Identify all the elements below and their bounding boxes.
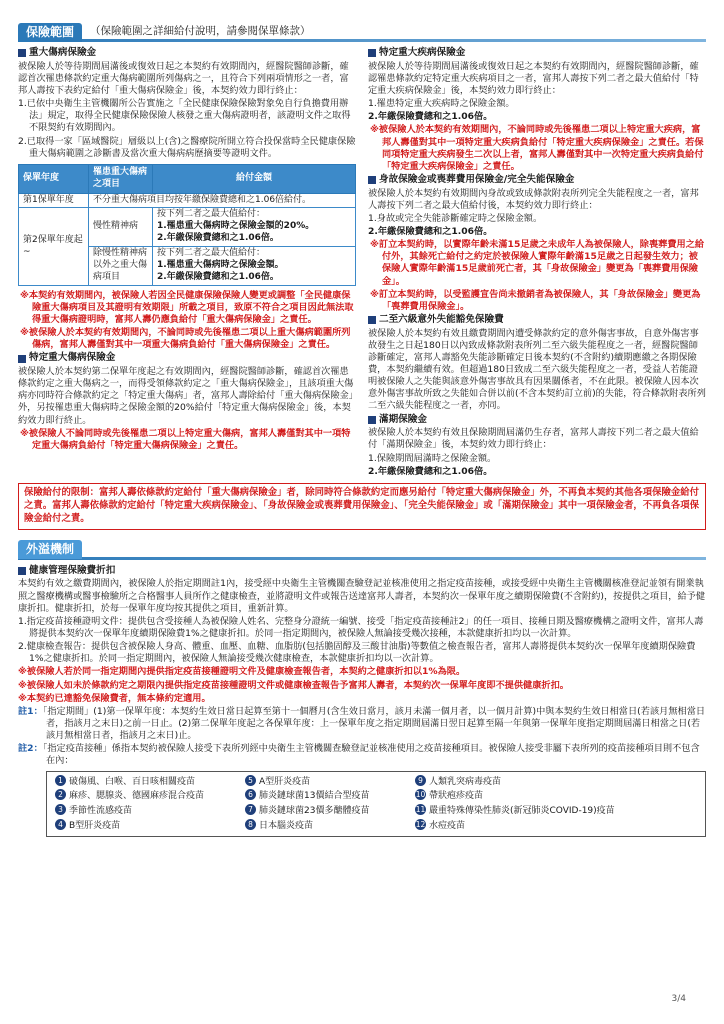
heading-major-illness: 重大傷病保險金 [18, 47, 356, 60]
square-bullet-icon [18, 49, 26, 57]
table-header: 罹患重大傷病之項目 [89, 164, 153, 193]
number-badge: 9 [415, 775, 426, 786]
vaccine-item [415, 789, 697, 803]
vaccine-name: 破傷風、白喉、百日咳相關疫苗 [69, 776, 196, 787]
note: ※本契約有效期間內，被保險人若因全民健康保險保險人變更或調整「全民健康保險重大傷病項目及其證明有效期限」所載之項目，致原不符合之項目因此無法取得重大傷病證明時，富邦人壽仍應負給付「重大傷病保險金」之責任。 [20, 289, 354, 325]
heading-death-disability: 身故保險金或喪葬費用保險金/完全失能保險金 [368, 174, 706, 187]
footnote-1: 註1：「指定期間」(1)第一保單年度：本契約生效日當日起算至第十一個曆月(含生效日當月，該月未滿一個月者，以一個月計算)中與本契約生效日相當日(若該月無相當日者，指該月之末日)之前一日止。(2)第二保單年度起之各保單年度：上一保單年度之指定期間屆滿日翌日起算至隔一年與第一保單年度指定期間屆滿日相當之日(若該月無相當日者，指該月之末日)止。 [18, 705, 706, 742]
square-bullet-icon [368, 176, 376, 184]
note: ※被保險人於本契約有效期間內，不論同時或先後罹患二項以上重大傷病範圍所列傷病，富邦人壽僅對其中一項重大傷病負給付「重大傷病保險金」之責任。 [20, 327, 351, 351]
vaccine-name: 人類乳突病毒疫苗 [429, 776, 502, 787]
benefit-table [18, 164, 356, 286]
number-badge: 11 [415, 805, 426, 815]
section-note: （保險範圍之詳細給付說明，請參閱保單條款） [90, 25, 311, 38]
heading-specific-disease: 特定重大疾病保險金 [368, 47, 706, 60]
paragraph: 被保險人於本契約有效且保險期間屆滿仍生存者，富邦人壽按下列二者之最大值給付「滿期保險金」後，本契約效力即行終止： [368, 427, 699, 451]
list-item: 1.保險期間屆滿時之保險金額。 [368, 452, 497, 464]
table-cell: 第1保單年度 [19, 193, 89, 208]
list-item: 2.健康檢查報告：提供包含被保險人身高、體重、血壓、血糖、血脂肪(包括膽固醇及三酸甘油脂)等數值之檢查報告者，富邦人壽將提供本契約次一保單年度續期保險費1%之健康折扣。於同一指定期間內，被保險人無論接受幾次健康檢查，本款健康折扣均以一次計算。 [18, 641, 696, 665]
section-header-coverage [18, 22, 706, 42]
list-item: 2.年繳保險費總和之1.06倍。 [368, 465, 493, 477]
vaccine-item [55, 819, 245, 833]
section-tag: 外溢機制 [18, 540, 82, 559]
vaccine-item [415, 804, 697, 818]
page-number: 3/4 [671, 994, 686, 1005]
number-badge: 1 [55, 775, 66, 786]
vaccine-name: 肺炎鏈球菌13價結合型疫苗 [259, 791, 370, 802]
paragraph: 被保險人於等待期間屆滿後或復效日起之本契約有效期間內，經醫院醫師診斷，確認首次罹患條款約定重大傷病範圍所列傷病之一，且符合下列兩項情形之一者，富邦人壽按下表約定給付「重大傷病保險金」後，本契約效力即行終止： [18, 60, 349, 96]
list-item: 1.罹患特定重大疾病時之保險金額。 [368, 98, 515, 110]
vaccine-list [46, 771, 706, 838]
number-badge: 10 [415, 790, 426, 800]
paragraph: 本契約有效之繳費期間內，被保險人於指定期間註1內，接受經中央衛生主管機關查驗登記並核准使用之指定疫苗接種，或接受經中央衛生主管機關核准登記並領有開業執照之醫療機構或醫事檢驗所之合格醫事人員所作之健康檢查，並將證明文件或報告送達富邦人壽者，本契約次一保單年度之續期保險費(不含附約)，按提供之項目，給予健康折扣。健康折扣，於每一保單年度均按其提供之項目，重新計算。 [18, 578, 706, 614]
table-cell: 不分重大傷病項目均按年繳保險費總和之1.06倍給付。 [89, 193, 356, 208]
note: ※被保險人於本契約有效期間內，不論同時或先後罹患二項以上特定重大疾病，富邦人壽僅對其中一項特定重大疾病負給付「特定重大疾病保險金」之責任。若保同項特定重大疾病發生二次以上者，富邦人壽僅對其中一次特定重大疾病負給付「特定重大疾病保險金」之責任。 [370, 124, 704, 172]
list-item: 2.年繳保險費總和之1.06倍。 [368, 111, 493, 123]
table-cell: 按下列二者之最大值給付： 1.罹患重大傷病時之保險金額的20%。 2.年繳保險費總和之1.06倍。 [153, 208, 356, 247]
list-item: 1.指定疫苗接種證明文件：提供包含受接種人為被保險人姓名、完整身分證統一編號、接受「指定疫苗接種註2」的任一項目、接種日期及醫療機構之證明文件，富邦人壽將提供本契約次一保單年度續期保險費1%之健康折扣。於同一指定期間內，被保險人無論接受幾次接種，本款健康折扣均以一次計算。 [18, 615, 704, 639]
number-badge: 8 [245, 819, 256, 830]
table-header: 保單年度 [19, 164, 89, 193]
square-bullet-icon [368, 316, 376, 324]
vaccine-item [245, 819, 415, 833]
number-badge: 4 [55, 819, 66, 830]
footnote-2: 註2：「指定疫苗接種」係指本契約被保險人接受下表所列經中央衛生主管機關查驗登記並核准使用之疫苗接種項目。被保險人接受非屬下表所列的疫苗接種項目則不包含在內： [18, 743, 700, 767]
left-column [18, 46, 356, 479]
number-badge: 3 [55, 804, 66, 815]
heading-maturity: 滿期保險金 [368, 414, 706, 427]
vaccine-name: A型肝炎疫苗 [259, 776, 311, 787]
list-item: 2.年繳保險費總和之1.06倍。 [368, 226, 493, 237]
table-cell: 慢性精神病 [89, 208, 153, 247]
list-item: 1.已依中央衛生主管機關所公告實施之「全民健康保險保險對象免自行負擔費用辦法」規定，取得全民健康保險保險人核發之重大傷病證明者，該證明文件之取得不限契約有效期間內。 [18, 98, 351, 134]
square-bullet-icon [18, 355, 26, 363]
benefit-limit-box: 保險給付的限制：富邦人壽依條款約定給付「重大傷病保險金」者，除同時符合條款約定而應另給付「特定重大傷病保險金」外，不再負本契約其他各項保險金給付之責。富邦人壽依條款約定給付「特定重大疾病保險金」、「身故保險金或喪葬費用保險金」、「完全失能保險金」或「滿期保險金」其中一項保險金者，不再負各項保險金給付之責。 [18, 483, 706, 530]
vaccine-name: 帶狀疱疹疫苗 [429, 791, 484, 802]
heading-waiver: 二至六級意外失能豁免保險費 [368, 314, 706, 327]
vaccine-item [245, 789, 415, 803]
section-tag: 保險範圍 [18, 23, 82, 42]
table-cell: 除慢性精神病以外之重大傷病項目 [89, 247, 153, 286]
note: ※訂立本契約時，以實際年齡未滿15足歲之未成年人為被保險人，除喪葬費用之給付外，其餘死亡給付之約定於被保險人實際年齡滿15足歲之日起發生效力；被保險人實際年齡滿15足歲前死亡者，其「身故保險金」變更為「喪葬費用保險金」。 [370, 239, 705, 287]
vaccine-name: 水痘疫苗 [429, 821, 466, 832]
paragraph: 被保險人於等待期間屆滿後或復效日起之本契約有效期間內，經醫院醫師診斷，確認罹患條款約定特定重大疾病項目之一者，富邦人壽按下列二者之最大值給付「特定重大疾病保險金」後，本契約效力即行終止： [368, 60, 699, 96]
square-bullet-icon [368, 416, 376, 424]
note: ※被保險人如未於條款約定之期限內提供指定疫苗接種證明文件或健康檢查報告予富邦人壽者，本契約次一保單年度即不提供健康折扣。 [18, 679, 569, 691]
page [18, 22, 706, 837]
vaccine-name: 季節性流感疫苗 [69, 806, 133, 817]
vaccine-item [415, 775, 697, 789]
square-bullet-icon [18, 567, 26, 575]
vaccine-item [245, 804, 415, 818]
heading-specific-major-illness: 特定重大傷病保險金 [18, 352, 356, 365]
section-header-spillover [18, 540, 706, 560]
number-badge: 5 [245, 775, 256, 786]
heading-health-discount: 健康管理保險費折扣 [18, 565, 706, 578]
vaccine-item [55, 804, 245, 818]
right-column [368, 46, 706, 479]
list-item: 1.身故或完全失能診斷確定時之保險金額。 [368, 212, 543, 224]
number-badge: 12 [415, 820, 426, 830]
note: ※被保險人不論同時或先後罹患二項以上特定重大傷病，富邦人壽僅對其中一項特定重大傷病負給付「特定重大傷病保險金」之責任。 [20, 427, 351, 451]
vaccine-item [55, 775, 245, 789]
number-badge: 7 [245, 804, 256, 815]
number-badge: 6 [245, 789, 256, 800]
note: ※本契約已達豁免保險費者，無本條約定適用。 [18, 692, 211, 704]
vaccine-name: 嚴重特殊傳染性肺炎(新冠肺炎COVID-19)疫苗 [429, 806, 615, 817]
vaccine-name: B型肝炎疫苗 [69, 821, 121, 832]
paragraph: 被保險人於本契約第二保單年度起之有效期間內，經醫院醫師診斷，確認首次罹患條款約定之重大傷病之一，而得受領條款約定之「重大傷病保險金」，且該項重大傷病亦同時符合條款約定之「特定重大傷病」者，富邦人壽除給付「重大傷病保險金」外，另按罹患重大傷病時之保險金額的20%給付「特定重大傷病保險金」後，本契約效力即行終止。 [18, 366, 354, 426]
vaccine-name: 麻疹、腮腺炎、德國麻疹混合疫苗 [69, 791, 205, 802]
vaccine-item [415, 819, 697, 833]
note: ※被保險人若於同一指定期間內提供指定疫苗接種證明文件及健康檢查報告者，本契約之健康折扣以1%為限。 [18, 666, 466, 678]
vaccine-item [55, 789, 245, 803]
table-cell: 按下列二者之最大值給付： 1.罹患重大傷病時之保險金額。 2.年繳保險費總和之1.06倍。 [153, 247, 356, 286]
table-header: 給付金額 [153, 164, 356, 193]
note: ※訂立本契約時，以受監護宣告尚未撤銷者為被保險人，其「身故保險金」變更為「喪葬費用保險金」。 [370, 288, 701, 312]
paragraph: 被保險人於本契約有效且繳費期間內遭受條款約定的意外傷害事故，自意外傷害事故發生之日起180日以內致成條款附表所列二至六級失能程度之一者，經醫院醫師診斷確定，富邦人壽豁免失能診斷確定日後本契約(不含附約)續期應繳之各期保險費，本契約繼續有效。但超過180日致成二至六級失能程度之一者，受益人若能證明被保險人之失能與該意外傷害事故具有因果關係者，不在此限。被保險人因本次意外傷害事故所致之失能如合併以前(不含本契約訂立前)的失能，符合條款附表所列二至六級失能程度之一者，亦同。 [368, 327, 706, 412]
vaccine-name: 肺炎鏈球菌23價多醣體疫苗 [259, 806, 370, 817]
number-badge: 2 [55, 789, 66, 800]
vaccine-item [245, 775, 415, 789]
table-cell: 第2保單年度起~ [19, 208, 89, 285]
list-item: 2.已取得一家「區域醫院」層級以上(含)之醫療院所開立符合投保當時全民健康保險重大傷病範圍之診斷書及當次重大傷病病歷摘要等證明文件。 [18, 135, 356, 159]
vaccine-name: 日本腦炎疫苗 [259, 821, 314, 832]
square-bullet-icon [368, 49, 376, 57]
paragraph: 被保險人於本契約有效期間內身故或致成條款附表所列完全失能程度之一者，富邦人壽按下列二者之最大值給付後，本契約效力即行終止： [368, 187, 699, 211]
